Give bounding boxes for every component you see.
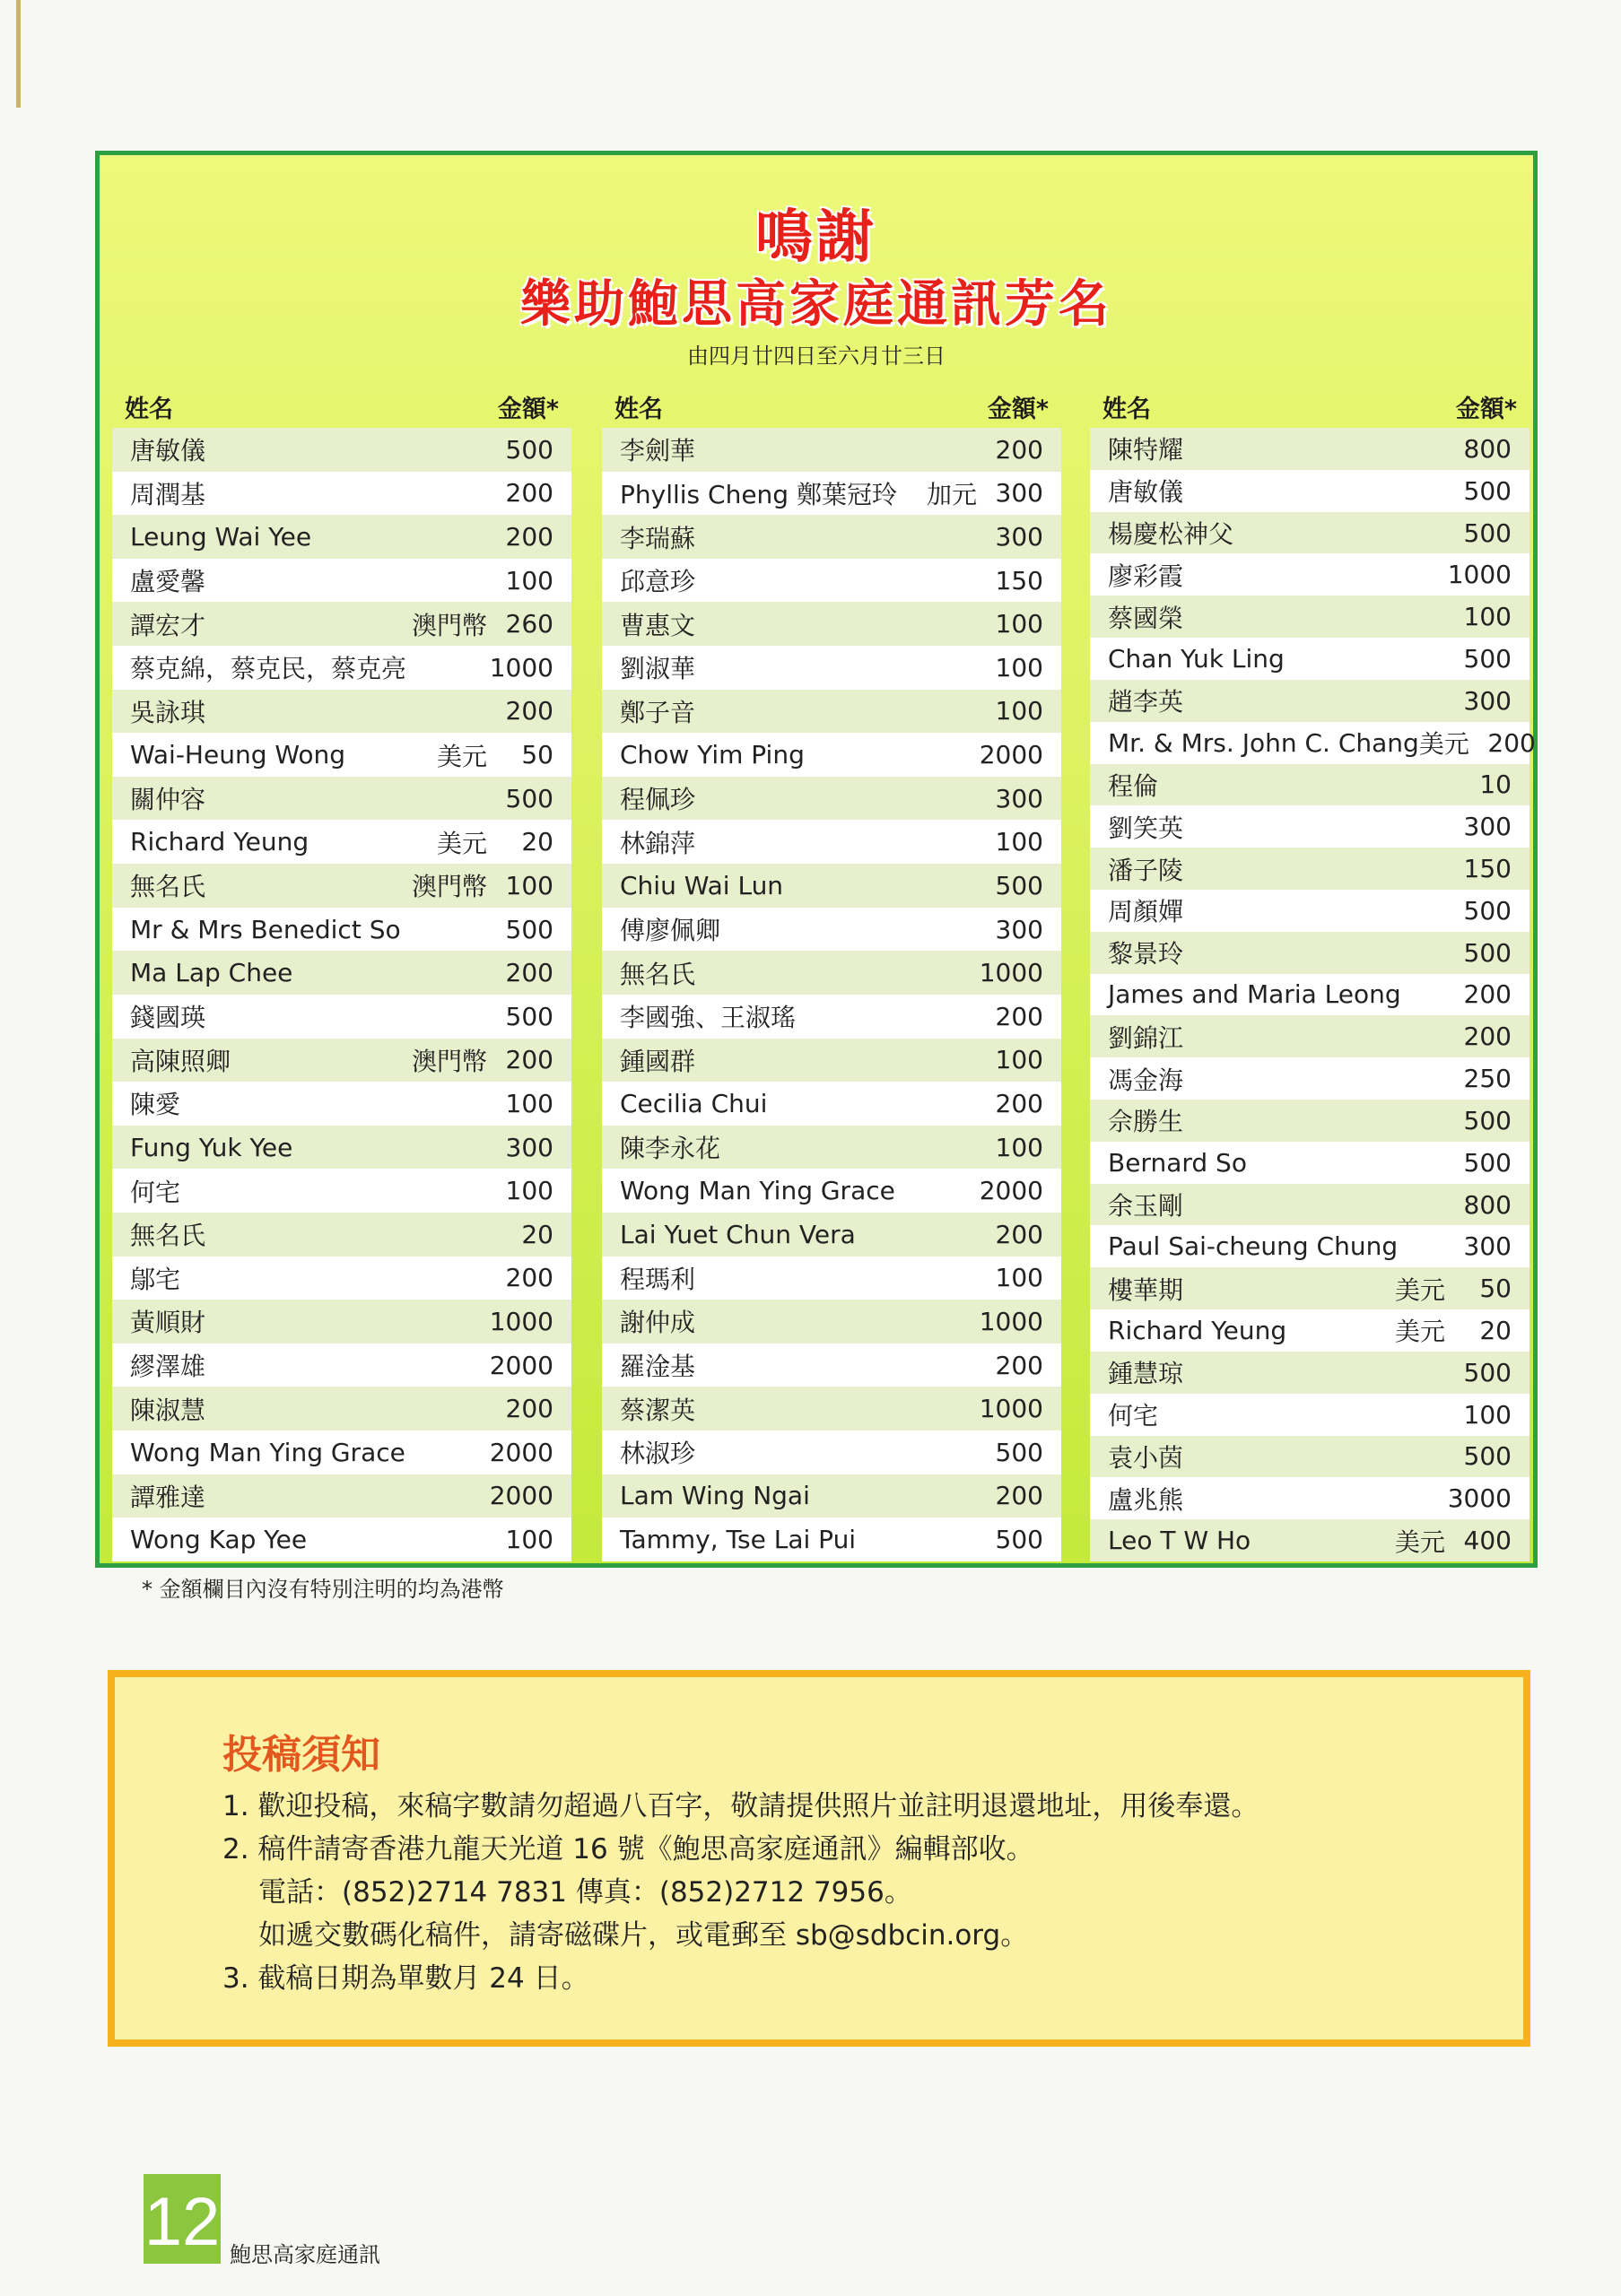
donor-row (112, 1257, 571, 1300)
donation-currency: 美元 (1394, 1526, 1445, 1557)
notice-title: 投稿須知 (222, 1732, 380, 1778)
donor-row (112, 1169, 571, 1213)
donation-amount: 100 (995, 1263, 1043, 1293)
donor-name: 馮金海 (1108, 1065, 1184, 1095)
donor-rows (112, 428, 571, 1561)
donation-currency: 美元 (436, 828, 487, 858)
donation-amount: 200 (1463, 1022, 1512, 1052)
donor-name: 唐敏儀 (130, 436, 206, 466)
donation-amount: 2000 (979, 740, 1043, 770)
donation-currency: 澳門幣 (411, 1046, 487, 1076)
donor-row (112, 1474, 571, 1518)
donation-amount: 1000 (979, 1394, 1043, 1424)
donor-column-3 (1090, 387, 1536, 1561)
donation-amount: 200 (505, 958, 553, 988)
donor-name: Mr. & Mrs. John C. Chang (1108, 727, 1419, 758)
donor-name: Leung Wai Yee (130, 522, 312, 552)
donation-amount: 500 (1463, 937, 1512, 968)
donation-amount: 500 (1463, 1441, 1512, 1472)
donation-amount: 200 (1463, 979, 1512, 1010)
donation-amount: 300 (995, 522, 1043, 552)
donation-amount: 100 (995, 1132, 1043, 1162)
donor-name: 蔡潔英 (620, 1395, 696, 1425)
donation-amount: 150 (995, 565, 1043, 596)
donor-name: 李瑞蘇 (620, 523, 696, 553)
donor-row (112, 602, 571, 646)
donation-amount: 200 (995, 1481, 1043, 1511)
donation-amount: 200 (505, 1394, 553, 1424)
donation-amount: 2000 (489, 1350, 553, 1380)
donor-row (602, 1474, 1061, 1518)
donor-name: Bernard So (1108, 1147, 1247, 1178)
donor-row (602, 864, 1061, 908)
donor-row (1090, 848, 1529, 890)
donation-amount: 100 (995, 652, 1043, 683)
donation-amount: 200 (505, 522, 553, 552)
donation-amount: 500 (995, 870, 1043, 900)
donation-amount: 500 (1463, 643, 1512, 674)
donor-name: 陳特耀 (1108, 435, 1184, 465)
donor-name: 劉錦江 (1108, 1022, 1184, 1053)
donation-amount: 200 (505, 696, 553, 726)
donor-name: 蔡國榮 (1108, 603, 1184, 633)
notice-line: 1. 歡迎投稿，來稿字數請勿超過八百字，敬請提供照片並註明退還地址，用後奉還。 (222, 1790, 1259, 1822)
donor-row (1090, 1184, 1529, 1226)
donation-amount: 260 (505, 609, 553, 639)
donor-name: 楊慶松神父 (1108, 519, 1234, 550)
donor-row (1090, 1477, 1529, 1519)
donor-row (602, 646, 1061, 690)
donation-amount: 500 (995, 1525, 1043, 1555)
donor-name: 陳愛 (130, 1090, 181, 1120)
donor-name: 周潤基 (130, 479, 206, 509)
donor-name: 盧愛馨 (130, 567, 206, 597)
donor-name: 傅廖佩卿 (620, 916, 721, 945)
donor-name: 李劍華 (620, 436, 696, 466)
donation-amount: 200 (1487, 727, 1536, 758)
donor-name: Ma Lap Chee (130, 958, 293, 988)
donor-name: 袁小茵 (1108, 1442, 1184, 1473)
donor-row (112, 1387, 571, 1431)
donor-name: Paul Sai-cheung Chung (1108, 1231, 1399, 1262)
donation-amount: 200 (505, 1045, 553, 1075)
donation-amount: 500 (505, 1001, 553, 1031)
donor-row (602, 602, 1061, 646)
donor-row (112, 1300, 571, 1344)
donor-row (112, 1518, 571, 1561)
donor-row (602, 995, 1061, 1039)
donation-amount: 100 (505, 565, 553, 596)
donor-row (112, 1431, 571, 1474)
donor-name: 陳李永花 (620, 1134, 721, 1164)
donor-name: Mr & Mrs Benedict So (130, 914, 401, 944)
donor-row (112, 1126, 571, 1170)
donor-row (602, 820, 1061, 864)
donation-amount: 3000 (1447, 1483, 1512, 1514)
donor-row (112, 733, 571, 777)
donation-amount: 200 (995, 1088, 1043, 1118)
donor-column-2 (602, 387, 1061, 1561)
submission-notice (108, 1670, 1530, 2047)
donation-amount: 100 (505, 870, 553, 900)
donor-name: 無名氏 (620, 959, 696, 989)
donor-name: Phyllis Cheng 鄭葉冠玲 (620, 479, 897, 509)
donation-amount: 200 (995, 1350, 1043, 1380)
donor-row (1090, 1100, 1529, 1142)
page-number: 12 (144, 2184, 221, 2260)
donation-amount: 400 (1463, 1526, 1512, 1556)
donation-amount: 1000 (979, 1306, 1043, 1336)
donor-name: 蔡克綿，蔡克民，蔡克亮 (130, 654, 407, 684)
donor-row (1090, 470, 1529, 512)
donor-name: 繆澤雄 (130, 1352, 206, 1382)
donor-name: 鍾國群 (620, 1046, 696, 1076)
donor-name: Wai-Heung Wong (130, 740, 346, 770)
donation-amount: 200 (505, 1263, 553, 1293)
donor-name: 林錦萍 (620, 828, 696, 858)
donor-row (602, 1213, 1061, 1257)
donor-row (112, 1213, 571, 1257)
donor-name: 黎景玲 (1108, 939, 1184, 970)
donation-amount: 2000 (489, 1481, 553, 1511)
name-header: 姓名 (614, 396, 663, 423)
donor-name: 邱意珍 (620, 567, 696, 597)
donor-row (602, 1387, 1061, 1431)
donor-row (602, 1431, 1061, 1474)
donor-row (1090, 1267, 1529, 1309)
donor-row (112, 995, 571, 1039)
donation-amount: 500 (1463, 475, 1512, 506)
donor-name: 程倫 (1108, 770, 1159, 801)
donor-row (112, 472, 571, 516)
donor-name: 陳淑慧 (130, 1395, 206, 1425)
donation-amount: 250 (1463, 1064, 1512, 1094)
donor-name: 程佩珍 (620, 785, 696, 815)
donation-amount: 300 (1463, 812, 1512, 842)
donation-amount: 500 (1463, 1147, 1512, 1178)
donor-row (112, 559, 571, 603)
donation-amount: 300 (1463, 685, 1512, 716)
donor-name: 羅淦基 (620, 1352, 696, 1382)
donor-name: 唐敏儀 (1108, 477, 1184, 508)
donor-row (1090, 805, 1529, 848)
donor-row (1090, 1519, 1529, 1561)
donor-row (1090, 428, 1529, 470)
donor-name: 何宅 (1108, 1401, 1159, 1431)
donor-row (1090, 1142, 1529, 1184)
donor-name: 佘勝生 (1108, 1107, 1184, 1137)
donation-amount: 500 (505, 783, 553, 813)
donation-amount: 500 (1463, 517, 1512, 548)
donation-amount: 100 (995, 1045, 1043, 1075)
name-header: 姓名 (1102, 396, 1151, 423)
donor-row (1090, 596, 1529, 638)
donor-row (602, 951, 1061, 995)
donor-row (602, 1039, 1061, 1083)
donor-row (112, 777, 571, 821)
donor-row (112, 1082, 571, 1126)
column-header (1090, 387, 1529, 428)
donation-amount: 800 (1463, 1189, 1512, 1220)
donor-name: 鄭子音 (620, 697, 696, 727)
donor-row (1090, 974, 1529, 1016)
donation-amount: 100 (505, 1525, 553, 1555)
amount-header: 金額* (497, 396, 559, 423)
donation-amount: 100 (995, 609, 1043, 639)
donor-row (602, 1082, 1061, 1126)
donation-currency: 美元 (1394, 1274, 1445, 1305)
donor-name: Lam Wing Ngai (620, 1481, 810, 1511)
donation-amount: 300 (995, 783, 1043, 813)
donation-currency: 加元 (926, 479, 977, 509)
donor-name: Richard Yeung (130, 827, 309, 857)
donation-amount: 200 (995, 434, 1043, 465)
donation-amount: 300 (995, 914, 1043, 944)
donor-row (1090, 764, 1529, 806)
donor-row (602, 1300, 1061, 1344)
donor-name: 曹惠文 (620, 610, 696, 640)
donor-name: 無名氏 (130, 1221, 206, 1251)
donor-name: 樓華期 (1108, 1274, 1184, 1305)
amount-header: 金額* (1455, 396, 1517, 423)
donation-amount: 100 (995, 696, 1043, 726)
donation-amount: 800 (1463, 433, 1512, 464)
donation-amount: 300 (505, 1132, 553, 1162)
donor-row (112, 908, 571, 952)
donor-row (602, 515, 1061, 559)
donor-panel (95, 151, 1538, 1568)
donation-amount: 500 (995, 1437, 1043, 1467)
donor-name: Wong Man Ying Grace (620, 1176, 895, 1206)
donor-row (602, 1344, 1061, 1387)
donor-row (112, 1344, 571, 1387)
donor-name: 余玉剛 (1108, 1191, 1184, 1222)
donor-name: 無名氏 (130, 872, 206, 902)
donor-row (112, 1039, 571, 1083)
donation-amount: 200 (995, 1001, 1043, 1031)
donor-row (602, 1518, 1061, 1561)
donor-rows (1090, 428, 1536, 1561)
column-header (112, 387, 571, 428)
donation-currency: 美元 (1394, 1317, 1445, 1347)
donor-name: 周顏嬋 (1108, 897, 1184, 927)
donor-name: Cecilia Chui (620, 1088, 768, 1118)
donor-name: 何宅 (130, 1177, 181, 1207)
donor-row (602, 777, 1061, 821)
donor-name: Wong Kap Yee (130, 1525, 308, 1555)
notice-line: 如遞交數碼化稿件，請寄磁碟片，或電郵至 sb@sdbcin.org。 (258, 1919, 1029, 1952)
donation-amount: 20 (1479, 1315, 1512, 1345)
donor-row (1090, 1015, 1529, 1057)
donor-row (1090, 638, 1529, 680)
donor-name: 關仲容 (130, 785, 206, 815)
currency-footnote: * 金額欄目內沒有特別注明的均為港幣 (142, 1577, 504, 1602)
donation-amount: 2000 (979, 1176, 1043, 1206)
date-range: 由四月廿四日至六月廿三日 (687, 344, 946, 369)
donation-amount: 2000 (489, 1437, 553, 1467)
donor-row (1090, 1436, 1529, 1478)
donor-row (1090, 722, 1536, 764)
donation-amount: 50 (1479, 1274, 1512, 1304)
notice-line: 2. 稿件請寄香港九龍天光道 16 號《鮑思高家庭通訊》編輯部收。 (222, 1833, 1034, 1866)
donor-name: 潘子陵 (1108, 855, 1184, 885)
donation-amount: 20 (521, 827, 553, 857)
publication-name: 鮑思高家庭通訊 (230, 2242, 380, 2267)
column-header (602, 387, 1061, 428)
donor-row (1090, 680, 1529, 722)
donor-row (112, 428, 571, 472)
donor-name: 廖彩霞 (1108, 561, 1184, 591)
donation-amount: 100 (505, 1088, 553, 1118)
donor-name: Richard Yeung (1108, 1315, 1287, 1345)
donor-name: 李國強、王淑瑤 (620, 1003, 797, 1033)
donor-name: Chiu Wai Lun (620, 870, 784, 900)
donor-row (112, 690, 571, 734)
donor-row (1090, 1394, 1529, 1436)
donation-amount: 200 (995, 1219, 1043, 1249)
donation-amount: 10 (1479, 770, 1512, 800)
amount-header: 金額* (987, 396, 1049, 423)
donation-amount: 100 (1463, 1399, 1512, 1430)
donor-name: Tammy, Tse Lai Pui (620, 1525, 857, 1555)
donor-row (1090, 890, 1529, 932)
donor-name: 譚宏才 (130, 610, 206, 640)
donor-name: 謝仲成 (620, 1308, 696, 1338)
binding-edge (16, 0, 21, 108)
donor-row (602, 1169, 1061, 1213)
donation-amount: 150 (1463, 854, 1512, 884)
donor-name: 林淑珍 (620, 1439, 696, 1469)
donation-amount: 100 (995, 827, 1043, 857)
donor-name: 吳詠琪 (130, 697, 206, 727)
donor-row (602, 733, 1061, 777)
donor-name: 趙李英 (1108, 687, 1184, 718)
donor-row (602, 690, 1061, 734)
notice-line: 電話：(852)2714 7831 傳真：(852)2712 7956。 (258, 1876, 912, 1909)
donor-row (602, 559, 1061, 603)
donation-amount: 500 (505, 914, 553, 944)
donation-amount: 1000 (979, 958, 1043, 988)
donation-amount: 100 (1463, 602, 1512, 632)
donor-row (112, 951, 571, 995)
donor-row (1090, 1309, 1529, 1352)
page-subtitle: 樂助鮑思高家庭通訊芳名 (520, 274, 1112, 334)
donor-row (602, 428, 1061, 472)
donation-amount: 300 (1463, 1231, 1512, 1262)
donation-amount: 100 (505, 1176, 553, 1206)
donor-row (602, 1257, 1061, 1300)
donor-row (1090, 1352, 1529, 1394)
donor-row (112, 515, 571, 559)
donation-currency: 澳門幣 (411, 872, 487, 902)
donor-name: 譚雅達 (130, 1482, 206, 1512)
donor-name: Chow Yim Ping (620, 740, 805, 770)
donor-name: 錢國瑛 (130, 1003, 206, 1033)
donor-row (602, 908, 1061, 952)
donation-currency: 澳門幣 (411, 610, 487, 640)
panel-header (100, 155, 1533, 375)
donation-amount: 500 (1463, 1357, 1512, 1387)
donor-name: Leo T W Ho (1108, 1526, 1251, 1556)
name-header: 姓名 (125, 396, 173, 423)
donation-amount: 20 (521, 1219, 553, 1249)
donation-amount: 1000 (489, 1306, 553, 1336)
donor-name: Lai Yuet Chun Vera (620, 1219, 856, 1249)
donor-row (1090, 553, 1529, 596)
donor-row (1090, 1057, 1529, 1100)
donor-name: Chan Yuk Ling (1108, 643, 1285, 674)
donor-row (112, 864, 571, 908)
donor-name: Fung Yuk Yee (130, 1132, 293, 1162)
donor-name: 鄔宅 (130, 1264, 181, 1294)
donor-name: 鍾慧琼 (1108, 1359, 1184, 1389)
donation-amount: 1000 (1447, 560, 1512, 590)
donor-row (602, 472, 1061, 516)
donation-currency: 美元 (436, 741, 487, 771)
donation-amount: 500 (1463, 895, 1512, 926)
donor-name: 盧兆熊 (1108, 1484, 1184, 1515)
donation-amount: 50 (521, 740, 553, 770)
donation-amount: 500 (1463, 1105, 1512, 1135)
donor-name: 劉淑華 (620, 654, 696, 684)
donation-currency: 美元 (1418, 729, 1469, 760)
donor-row (1090, 932, 1529, 974)
donation-amount: 500 (505, 434, 553, 465)
donor-name: 黃順財 (130, 1308, 206, 1338)
page-title: 鳴謝 (755, 204, 877, 271)
notice-line: 3. 截稿日期為單數月 24 日。 (222, 1962, 589, 1995)
donation-amount: 200 (505, 478, 553, 509)
donation-amount: 300 (995, 478, 1043, 509)
donor-column-1 (112, 387, 571, 1561)
donor-name: 高陳照卿 (130, 1046, 231, 1076)
donor-name: James and Maria Leong (1108, 979, 1401, 1010)
donation-amount: 1000 (489, 652, 553, 683)
donor-name: Wong Man Ying Grace (130, 1437, 405, 1467)
donor-name: 劉笑英 (1108, 813, 1184, 843)
donor-rows (602, 428, 1061, 1561)
notice-list (222, 1785, 1259, 2000)
donor-row (112, 646, 571, 690)
donor-row (602, 1126, 1061, 1170)
donor-row (1090, 1225, 1529, 1267)
donor-row (1090, 512, 1529, 554)
donor-row (112, 820, 571, 864)
donor-name: 程瑪利 (620, 1264, 696, 1294)
